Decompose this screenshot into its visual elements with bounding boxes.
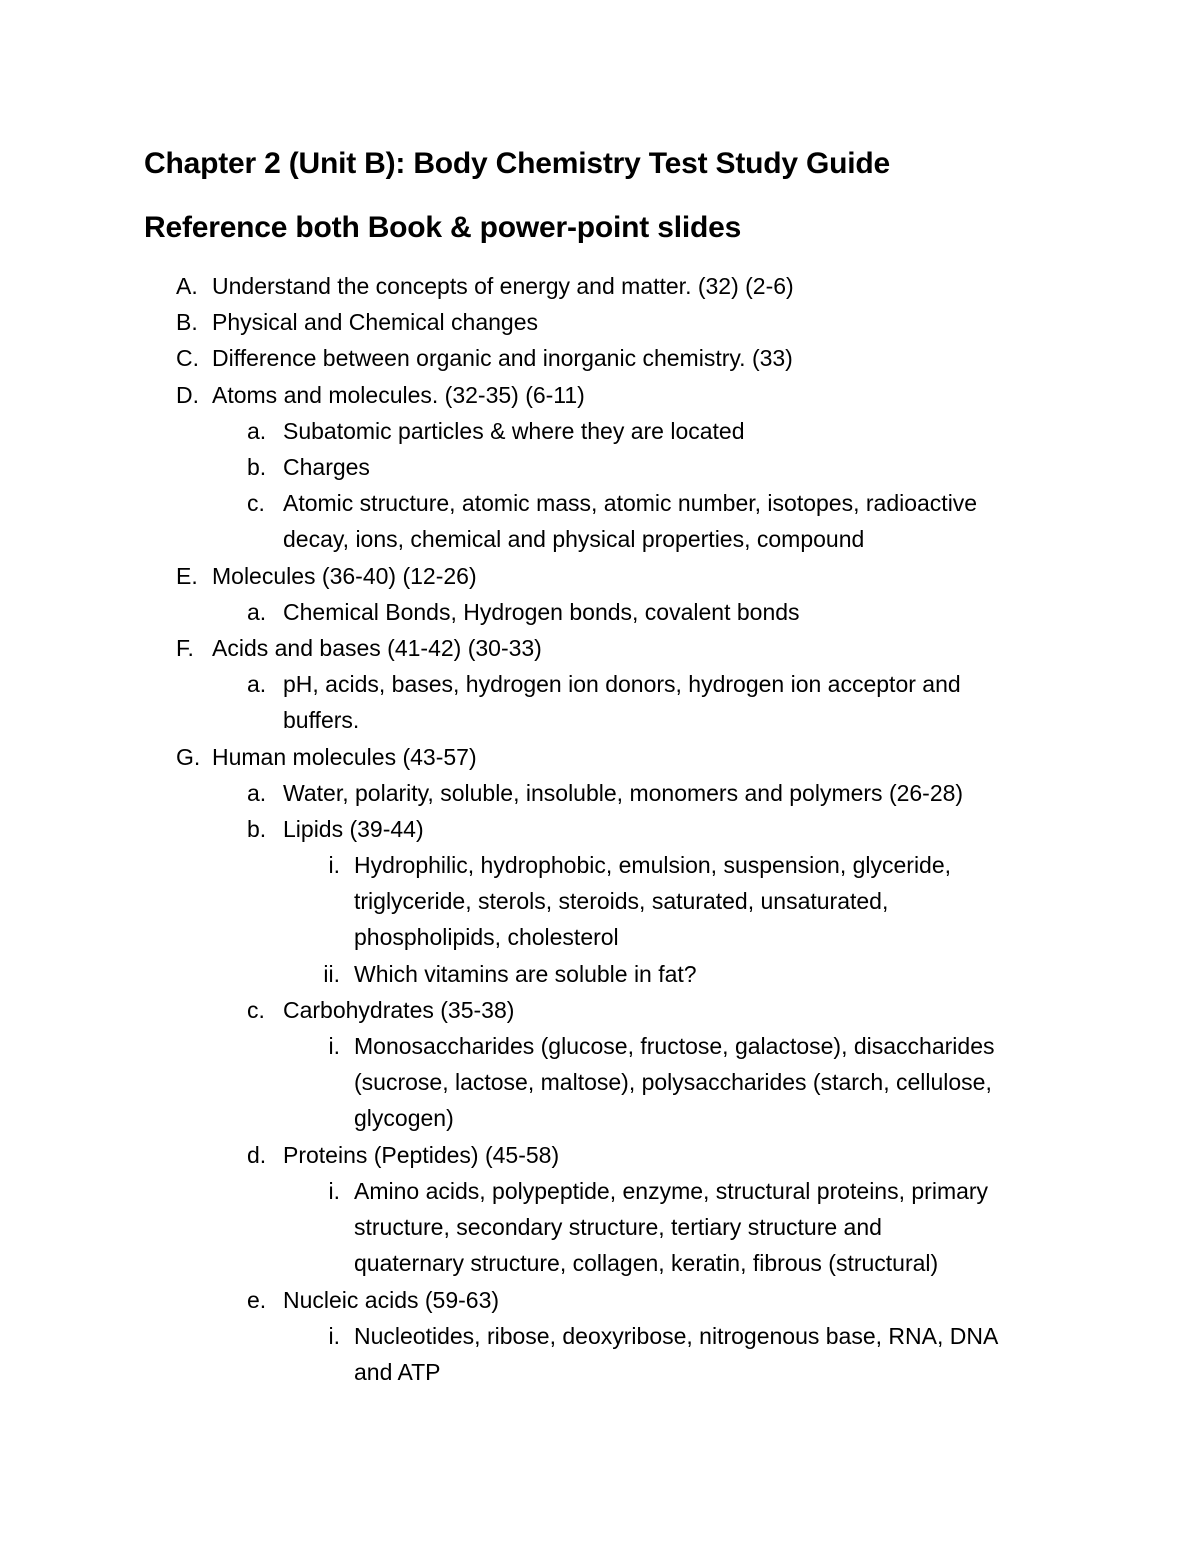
- outline-item-line: Physical and Chemical changes: [212, 309, 539, 336]
- outline-item-marker: a.: [247, 779, 267, 806]
- outline-item-text: [212, 308, 538, 344]
- outline-item-marker: e.: [247, 1286, 267, 1313]
- outline-item-line: Chemical Bonds, Hydrogen bonds, covalent bonds: [283, 598, 800, 625]
- outline-item-marker: E.: [176, 562, 198, 589]
- outline-item-line: Nucleic acids (59-63): [283, 1286, 500, 1313]
- outline-item-marker: G.: [176, 743, 201, 770]
- outline-item-text: [283, 815, 424, 851]
- outline-item-text: [354, 1032, 995, 1140]
- outline-item-marker: b.: [247, 454, 267, 480]
- outline-item-marker: C.: [176, 345, 199, 372]
- outline-item-marker: ii.: [323, 960, 340, 987]
- outline-item-line: Difference between organic and inorganic chemistry. (33): [212, 345, 793, 372]
- outline-item-line: triglyceride, sterols, steroids, saturated, unsaturated,: [354, 888, 889, 915]
- outline-item-line: Nucleotides, ribose, deoxyribose, nitrogenous base, RNA, DNA: [354, 1322, 999, 1349]
- outline-item-marker: i.: [328, 1178, 340, 1204]
- document-title: Chapter 2 (Unit B): Body Chemistry Test Study Guide: [144, 147, 890, 180]
- outline-item-line: Subatomic particles & where they are located: [283, 417, 745, 444]
- outline-item-line: Charges: [283, 454, 370, 480]
- outline-item-text: [283, 417, 745, 453]
- outline-item-text: [283, 996, 514, 1032]
- outline-item-marker: i.: [328, 852, 340, 879]
- outline-item-line: (sucrose, lactose, maltose), polysaccharides (starch, cellulose,: [354, 1069, 992, 1096]
- outline-item-line: Molecules (36-40) (12-26): [212, 562, 477, 589]
- outline-item-text: [212, 272, 794, 308]
- outline-item-line: Human molecules (43-57): [212, 743, 477, 770]
- outline-item-line: Atomic structure, atomic mass, atomic number, isotopes, radioactive: [283, 490, 978, 517]
- outline-item-marker: c.: [247, 997, 265, 1023]
- outline-item-marker: a.: [247, 598, 267, 625]
- outline-item-line: glycogen): [354, 1105, 454, 1132]
- outline-item-text: [283, 1286, 499, 1322]
- outline-item-marker: a.: [247, 671, 267, 698]
- outline-item-text: [212, 634, 542, 670]
- outline-item-marker: b.: [247, 816, 267, 842]
- outline-item-text: [283, 453, 370, 489]
- outline-item-line: buffers.: [283, 707, 360, 734]
- outline-item-marker: A.: [176, 273, 198, 299]
- outline-item-line: structure, secondary structure, tertiary structure and: [354, 1214, 882, 1240]
- outline-item-marker: a.: [247, 417, 267, 444]
- outline-item-text: [354, 851, 951, 959]
- outline-item-line: Carbohydrates (35-38): [283, 997, 515, 1023]
- outline-item-line: pH, acids, bases, hydrogen ion donors, hydrogen ion acceptor and: [283, 671, 961, 698]
- outline-item-line: quaternary structure, collagen, keratin, fibrous (structural): [354, 1250, 939, 1276]
- outline-item-line: Acids and bases (41-42) (30-33): [212, 635, 542, 661]
- outline-item-line: Atoms and molecules. (32-35) (6-11): [212, 381, 585, 408]
- outline-item-line: Hydrophilic, hydrophobic, emulsion, suspension, glyceride,: [354, 852, 952, 879]
- outline-item-text: [354, 1322, 998, 1394]
- outline-item-line: Proteins (Peptides) (45-58): [283, 1141, 560, 1168]
- outline-item-line: Monosaccharides (glucose, fructose, galactose), disaccharides: [354, 1033, 995, 1060]
- outline-item-text: [283, 1141, 559, 1177]
- outline-item-marker: i.: [328, 1322, 340, 1349]
- outline-item-marker: i.: [328, 1033, 340, 1060]
- outline-item-text: [212, 562, 477, 598]
- outline-item-line: Water, polarity, soluble, insoluble, monomers and polymers (26-28): [283, 779, 964, 806]
- outline-item-text: [212, 743, 477, 779]
- outline-item-marker: F.: [176, 635, 194, 661]
- outline-item-text: [354, 1177, 988, 1285]
- outline-item-text: [283, 670, 961, 742]
- outline-item-text: [354, 960, 697, 996]
- outline-item-line: and ATP: [354, 1358, 441, 1385]
- outline-item-line: decay, ions, chemical and physical properties, compound: [283, 526, 865, 553]
- outline-item-marker: B.: [176, 309, 198, 336]
- outline-item-line: phospholipids, cholesterol: [354, 924, 619, 951]
- outline-item-marker: d.: [247, 1141, 267, 1168]
- outline-item-text: [212, 381, 585, 417]
- outline-item-line: Which vitamins are soluble in fat?: [354, 960, 697, 987]
- outline-item-line: Lipids (39-44): [283, 816, 424, 842]
- outline-item-text: [212, 344, 793, 380]
- outline-item-text: [283, 489, 977, 561]
- outline-item-line: Amino acids, polypeptide, enzyme, structural proteins, primary: [354, 1178, 989, 1204]
- outline-item-marker: D.: [176, 381, 199, 408]
- document-subtitle: Reference both Book & power-point slides: [144, 211, 742, 244]
- outline-item-text: [283, 779, 963, 815]
- outline-item-line: Understand the concepts of energy and matter. (32) (2-6): [212, 273, 794, 299]
- outline-item-marker: c.: [247, 490, 265, 517]
- outline-item-text: [283, 598, 800, 634]
